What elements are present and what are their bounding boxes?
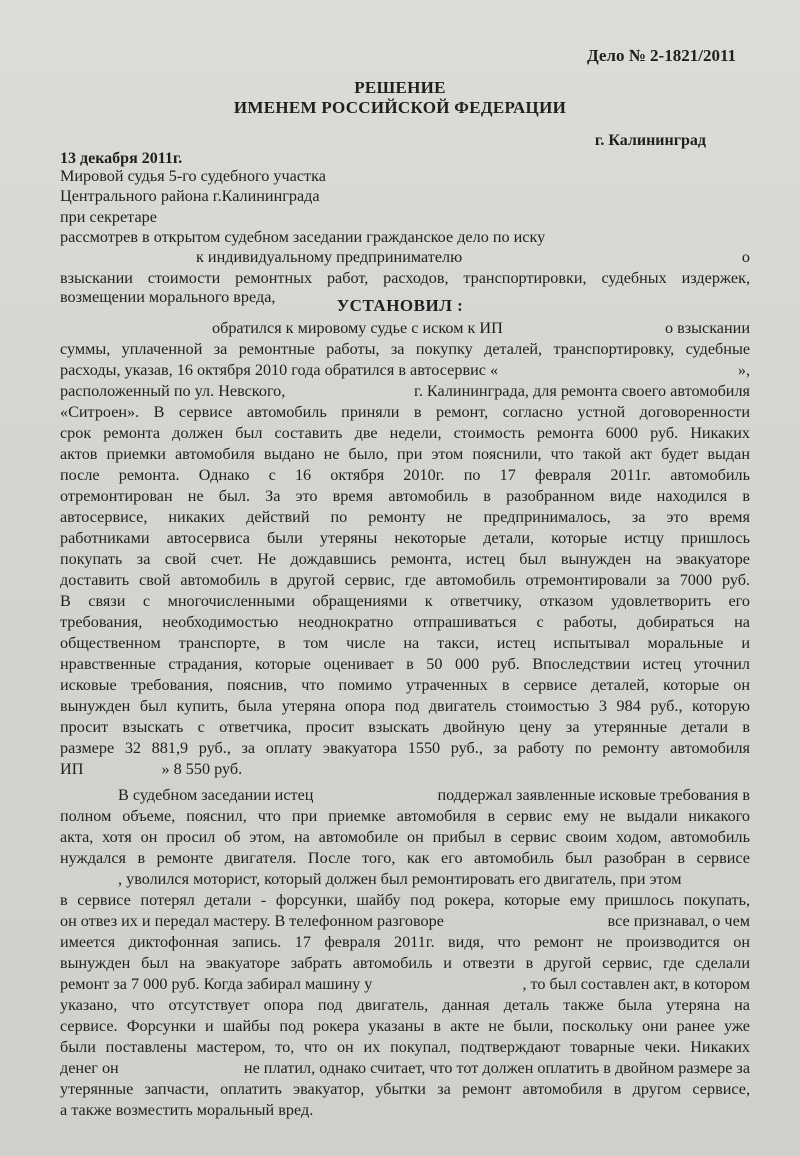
para1-line: «Ситроен». В сервисе автомобиль приняли в ремонт, согласно устной договоренности — [60, 403, 750, 421]
para1-line: вынужден был купить, была утеряна опора под двигатель стоимостью 3 984 руб., которую — [60, 697, 750, 715]
para2-line: полном объеме, пояснил, что при приемке автомобиля в сервис ему не выдали никакого — [60, 807, 750, 825]
para1-line: В связи с многочисленными обращениями к ответчику, отказом удовлетворить его — [60, 592, 750, 610]
para2-line: акта, хотя он просил об этом, на автомобиле он прибыл в сервис своим ходом, автомобиль — [60, 828, 750, 846]
intro-line: возмещении морального вреда, — [60, 288, 276, 306]
intro-line-tail: о — [741, 248, 750, 266]
para1-line-tail: », — [737, 361, 750, 379]
para1-line: доставить свой автомобиль в другой сервис, где автомобиль отремонтировали за 7000 руб. — [60, 571, 750, 589]
para2-line-text: денег он — [60, 1059, 119, 1077]
para2-line-tail: поддержал заявленные исковые требования в — [437, 786, 750, 804]
para2-line: вынужден был на эвакуаторе забрать автомобиль и отвезти в другой сервис, где сделали — [60, 954, 750, 972]
para1-line — [60, 360, 750, 380]
para1-line — [212, 318, 750, 338]
para2-line-text: В судебном заседании истец — [118, 786, 314, 804]
para1-line-tail: » 8 550 руб. — [161, 760, 243, 778]
para2-line-text: ремонт за 7 000 руб. Когда забирал машину у — [60, 975, 373, 993]
para1-line: срок ремонта должен был составить две недели, стоимость ремонта 6000 руб. Никаких — [60, 424, 750, 442]
case-number: Дело № 2-1821/2011 — [586, 46, 736, 65]
para2-line: в сервисе потерял детали - форсунки, шайбу под рокера, которые ему пришлось покупать, — [60, 891, 750, 909]
para1-line: исковые требования, пояснив, что помимо утраченных в сервисе деталей, которые он — [60, 676, 750, 694]
para1-line: требования, необходимостью неоднократно отпрашиваться с работы, добираться на — [60, 613, 750, 631]
intro-line — [196, 247, 750, 267]
document-title: РЕШЕНИЕ — [354, 78, 446, 97]
para2-line — [60, 1058, 750, 1078]
decision-date: 13 декабря 2011г. — [60, 150, 183, 167]
para2-line: сервисе. Форсунки и шайбы под рокера указаны в акте не были, поскольку они ранее уже — [60, 1017, 750, 1035]
para1-line-text: ИП — [60, 760, 84, 778]
para1-line — [60, 759, 750, 779]
para2-line-text: он отвез их и передал мастеру. В телефонном разговоре — [60, 912, 444, 930]
intro-line: Центрального района г.Калининграда — [60, 187, 320, 205]
para2-line: указано, что отсутствует опора под двигатель, данная деталь также была утеряна на — [60, 996, 750, 1014]
para1-line-text: расположенный по ул. Невского, — [60, 382, 286, 400]
para1-line — [60, 381, 750, 401]
para2-line: нуждался в ремонте двигателя. После того, как его автомобиль был разобран в сервисе — [60, 849, 750, 867]
para1-line-text: обратился к мировому судье с иском к ИП — [212, 319, 503, 337]
para1-line: покупать за свой счет. Не дождавшись ремонта, истец был вынужден на эвакуаторе — [60, 550, 750, 568]
para1-line: автосервисе, никаких действий по ремонту не предпринималось, за это время — [60, 508, 750, 526]
para2-line-tail: не платил, однако считает, что тот должен оплатить в двойном размере за — [243, 1059, 750, 1077]
para1-line: после ремонта. Однако с 16 октября 2010г. по 17 февраля 2011г. автомобиль — [60, 466, 750, 484]
intro-line — [60, 227, 750, 247]
para1-line-tail: г. Калининграда, для ремонта своего автомобиля — [414, 382, 750, 400]
para1-line: просит взыскать с ответчика, просит взыскать двойную цену за утерянные детали в — [60, 718, 750, 736]
para1-line: работниками автосервиса были утеряны некоторые детали, которые истцу пришлось — [60, 529, 750, 547]
para2-line-tail: все признавал, о чем — [607, 912, 750, 930]
para2-line — [60, 911, 750, 931]
para2-line-tail: , то был составлен акт, в котором — [522, 975, 750, 993]
para2-line — [118, 785, 750, 805]
para2-line: а также возместить моральный вред. — [60, 1101, 314, 1119]
para2-line: , уволился моторист, который должен был ремонтировать его двигатель, при этом — [118, 870, 682, 888]
intro-line-text: рассмотрев в открытом судебном заседании гражданское дело по иску — [60, 228, 546, 246]
intro-line: взыскании стоимости ремонтных работ, расходов, транспортировки, судебных издержек, — [60, 269, 750, 287]
para1-line-tail: о взыскании — [664, 319, 750, 337]
para1-line: общественном транспорте, в том числе на такси, истец испытывал моральные и — [60, 634, 750, 652]
intro-line-text: к индивидуальному предпринимателю — [196, 248, 463, 266]
document-subtitle: ИМЕНЕМ РОССИЙСКОЙ ФЕДЕРАЦИИ — [233, 98, 567, 117]
para1-line: актов приемки автомобиля выдано не было, при этом пояснили, что такой акт будет выдан — [60, 445, 750, 463]
para1-line: нравственные страдания, которые оценивает в 50 000 руб. Впоследствии истец уточнил — [60, 655, 750, 673]
intro-line: Мировой судья 5-го судебного участка — [60, 167, 326, 185]
para2-line: были поставлены мастером, то, что он их покупал, подтверждают товарные чеки. Никаких — [60, 1038, 750, 1056]
para1-line: отремонтирован не был. За это время автомобиль в разобранном виде находился в — [60, 487, 750, 505]
city: г. Калининград — [594, 132, 706, 149]
para1-line: суммы, уплаченной за ремонтные работы, за покупку деталей, транспортировку, судебные — [60, 340, 750, 358]
para2-line: имеется диктофонная запись. 17 февраля 2011г. видя, что ремонт не производится он — [60, 933, 750, 951]
para2-line: утерянные запчасти, оплатить эвакуатор, убытки за ремонт автомобиля в другом сервисе, — [60, 1080, 750, 1098]
para1-line: размере 32 881,9 руб., за оплату эвакуатора 1550 руб., за работу по ремонту автомобиля — [60, 739, 750, 757]
section-heading: УСТАНОВИЛ : — [336, 296, 464, 315]
para2-line — [60, 974, 750, 994]
para1-line-text: расходы, указав, 16 октября 2010 года обратился в автосервис « — [60, 361, 499, 379]
intro-line: при секретаре — [60, 208, 157, 226]
